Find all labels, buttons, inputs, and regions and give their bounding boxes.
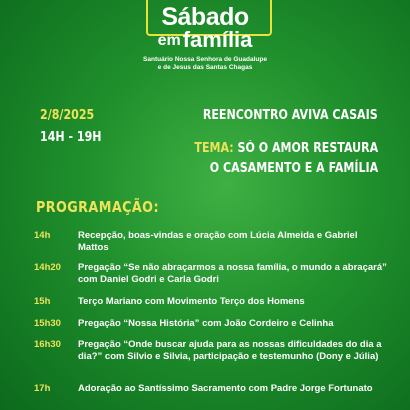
logo-sub-em: em: [157, 32, 181, 49]
program-item-desc: Pregação “Nossa História” com João Cordeiro e Celinha: [78, 318, 334, 329]
program-item-time: 16h30: [34, 339, 61, 350]
program-item-time: 15h30: [34, 318, 61, 329]
program-heading: PROGRAMAÇÃO:: [36, 198, 159, 216]
sanctuary-line-1: Santuário Nossa Senhora de Guadalupe: [143, 56, 267, 63]
event-date: 2/8/2025: [40, 108, 95, 123]
program-item-desc: Pregação “Se não abraçarmos a nossa família, o mundo a abraçará” com Daniel Godri e Carla Godri: [78, 262, 387, 285]
logo-sub-word: família: [182, 27, 253, 52]
program-item-desc: Adoração ao Santíssimo Sacramento com Padre Jorge Fortunato: [78, 383, 373, 394]
theme-line-1: SÓ O AMOR RESTAURA: [233, 141, 378, 156]
event-theme: [194, 139, 378, 179]
program-item-time: 17h: [34, 383, 51, 394]
program-item-time: 14h: [34, 230, 51, 241]
program-item-desc: Pregação “Onde buscar ajuda para as nossas dificuldades do dia a dia?” com Silvio e Silvia, participação e testemunho (Dony e Júlia): [78, 339, 382, 362]
event-name: REENCONTRO AVIVA CASAIS: [203, 108, 378, 123]
sanctuary-line-2: e de Jesus das Santas Chagas: [157, 64, 253, 71]
program-item-desc: Terço Mariano com Movimento Terço dos Homens: [78, 296, 305, 307]
program-item-desc: Recepção, boas-vindas e oração com Lúcia Almeida e Gabriel Mattos: [78, 230, 358, 253]
theme-label: TEMA:: [194, 141, 234, 156]
program-item-time: 15h: [34, 296, 51, 307]
theme-line-2: O CASAMENTO E A FAMÍLIA: [209, 161, 378, 176]
logo-title: Sábado: [161, 3, 249, 31]
logo-subtitle: [0, 28, 410, 53]
event-time: 14H - 19H: [40, 130, 102, 145]
sanctuary-name: [0, 56, 410, 72]
program-item-time: 14h20: [34, 262, 61, 273]
